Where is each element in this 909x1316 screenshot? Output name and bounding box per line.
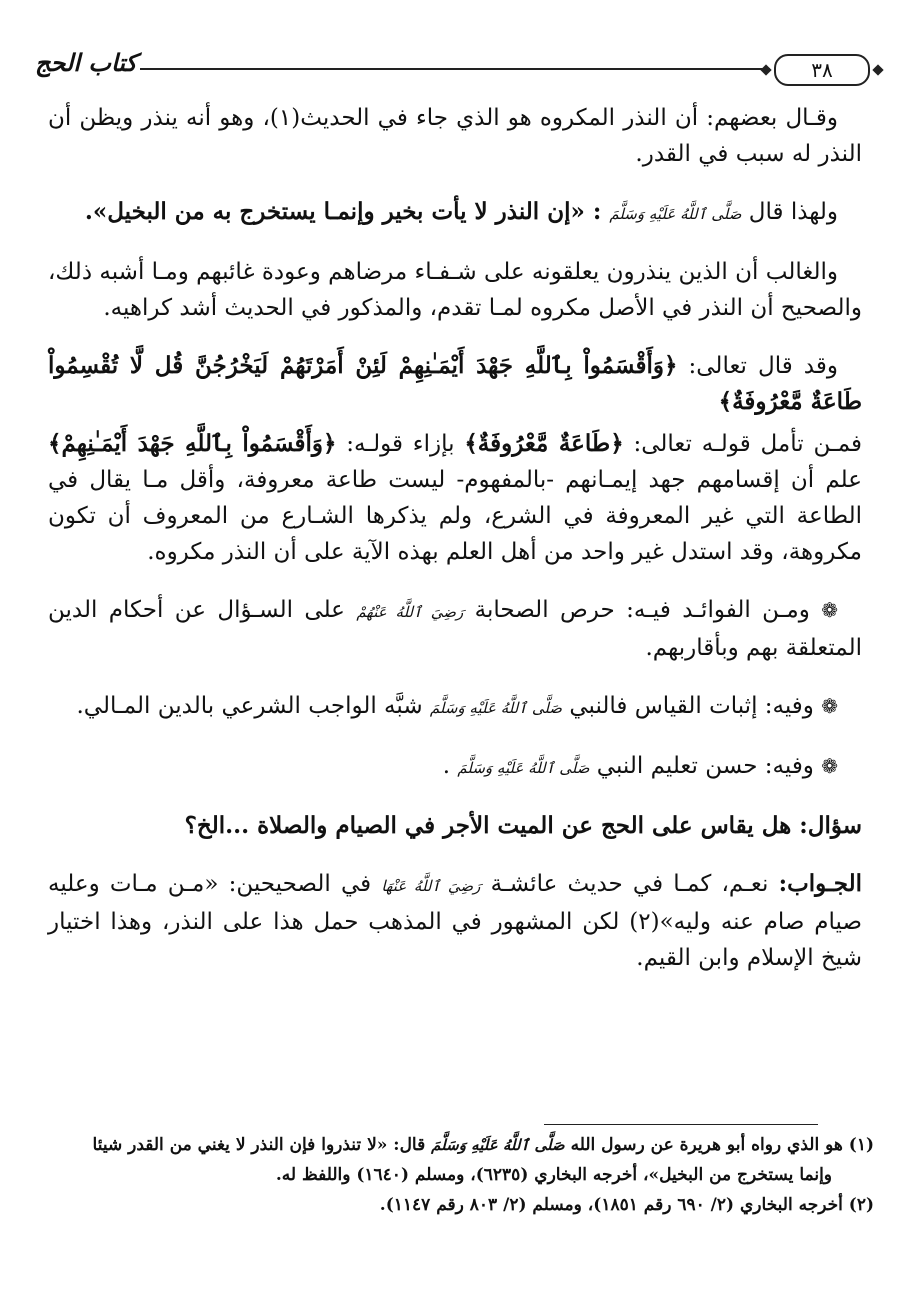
answer-paragraph [48, 866, 862, 976]
footnote-1-continued: وإنما يستخرج من البخيل»، أخرجه البخاري (٦٢٣٥)، ومسلم (١٦٤٠) واللفظ له. [275, 1165, 832, 1185]
page-header [30, 48, 880, 96]
text-span: (١) هو الذي رواه أبو هريرة عن رسول الله [564, 1135, 874, 1155]
text-span: وفيه: إثبات القياس فالنبي [562, 693, 822, 719]
text-span: نعـم، كمـا في حديث عائشـة [480, 871, 779, 897]
paragraph [48, 348, 862, 420]
text-span: في الصحيحين: «مـن مـات وعليه صيام صام عنه وليه»(٢) لكن المشهور في المذهب حمل هذا على النذر، وهذا اختيار شيخ الإسلام وابن القيم. [48, 871, 863, 971]
flower-bullet-icon: ❁ [821, 694, 838, 718]
answer-label: الجـواب: [778, 870, 862, 897]
quran-verse: ﴿وَأَقْسَمُواْ بِٱللَّهِ جَهْدَ أَيْمَـٰنِهِمْ﴾ [48, 430, 337, 457]
bullet-paragraph [48, 748, 862, 786]
text-span: وفيه: حسن تعليم النبي [589, 753, 822, 779]
text-span: علم أن إقسامهم جهد إيمـانهم -بالمفهوم- ليست طاعة معروفة، وأقل مـا يقال في الطاعة التي غير المعروفة في الشرع، ولم يذكرها الشـارع من المعروف أن تكون مكروهة، وقد استدل غير واحد من أهل العلم بهذه الآية على أن النذر مكروه. [48, 467, 862, 565]
paragraph: والغالب أن الذين ينذرون يعلقونه على شـفـاء مرضاهم وعودة غائبهم ومـا أشبه ذلك، والصحيح أن النذر في الأصل مكروه لمـا تقدم، والمذكور في الحديث أشد كراهيه. [48, 259, 862, 321]
text-span: وقد قال تعالى: [677, 353, 838, 379]
honorific-ligature: صَلَّى ٱللَّهُ عَلَيْهِ وَسَلَّمَ [457, 759, 590, 777]
header-rule [140, 68, 770, 70]
footnote-2: (٢) أخرجه البخاري (٢/ ٦٩٠ رقم ١٨٥١)، ومسلم (٢/ ٨٠٣ رقم ١١٤٧). [379, 1195, 874, 1215]
honorific-ligature: رَضِيَ ٱللَّهُ عَنْهُمْ [356, 603, 464, 621]
bullet-paragraph [48, 688, 862, 726]
text-span: . [442, 753, 458, 779]
page-number: ٣٨ [811, 58, 833, 82]
honorific-ligature: صَلَّى ٱللَّهُ عَلَيْهِ وَسَلَّمَ [431, 1136, 565, 1154]
text-span: ومـن الفوائـد فيـه: حرص الصحابة [463, 597, 822, 623]
text-span: شبَّه الواجب الشرعي بالدين المـالي. [76, 693, 430, 719]
quran-verse: ﴿طَاعَةٌ مَّعْرُوفَةٌ﴾ [464, 430, 624, 457]
quran-verse: ﴿وَأَقْسَمُواْ بِٱللَّهِ جَهْدَ أَيْمَـٰنِهِمْ لَئِنْ أَمَرْتَهُمْ لَيَخْرُجُنَّ قُل لَّا تُقْسِمُواْ طَاعَةٌ مَّعْرُوفَةٌ﴾ [48, 352, 862, 415]
text-span: ولهذا قال [741, 199, 838, 225]
honorific-ligature: رَضِيَ ٱللَّهُ عَنْهَا [381, 877, 481, 895]
text-span: بإزاء قولـه: [336, 431, 465, 457]
footnote-1 [36, 1130, 874, 1160]
footnotes [36, 1130, 874, 1220]
main-text [48, 100, 862, 998]
footnote-separator [544, 1124, 818, 1125]
paragraph: وقـال بعضهم: أن النذر المكروه هو الذي جاء في الحديث(١)، وهو أنه ينذر ويظن أن النذر له سبب في القدر. [48, 105, 862, 167]
book-title: كتاب الحج [35, 48, 137, 77]
honorific-ligature: صَلَّى ٱللَّهُ عَلَيْهِ وَسَلَّمَ [429, 699, 563, 717]
question-heading: سؤال: هل يقاس على الحج عن الميت الأجر في الصيام والصلاة ...الخ؟ [184, 812, 862, 839]
flower-bullet-icon: ❁ [821, 598, 838, 622]
paragraph [48, 194, 862, 232]
hadith-quote: : «إن النذر لا يأت بخير وإنمـا يستخرج به من البخيل». [84, 198, 610, 225]
honorific-ligature: صَلَّى ٱللَّهُ عَلَيْهِ وَسَلَّمَ [609, 205, 742, 223]
text-span: قال: «لا تنذروا فإن النذر لا يغني من القدر شيئا [92, 1135, 432, 1155]
paragraph [48, 426, 862, 570]
text-span: على السـؤال عن أحكام الدين المتعلقة بهم وبأقاربهم. [48, 597, 862, 661]
bullet-paragraph [48, 592, 862, 666]
page-number-box [774, 54, 870, 86]
flower-bullet-icon: ❁ [821, 754, 838, 778]
text-span: فمـن تأمل قولـه تعالى: [623, 431, 862, 457]
